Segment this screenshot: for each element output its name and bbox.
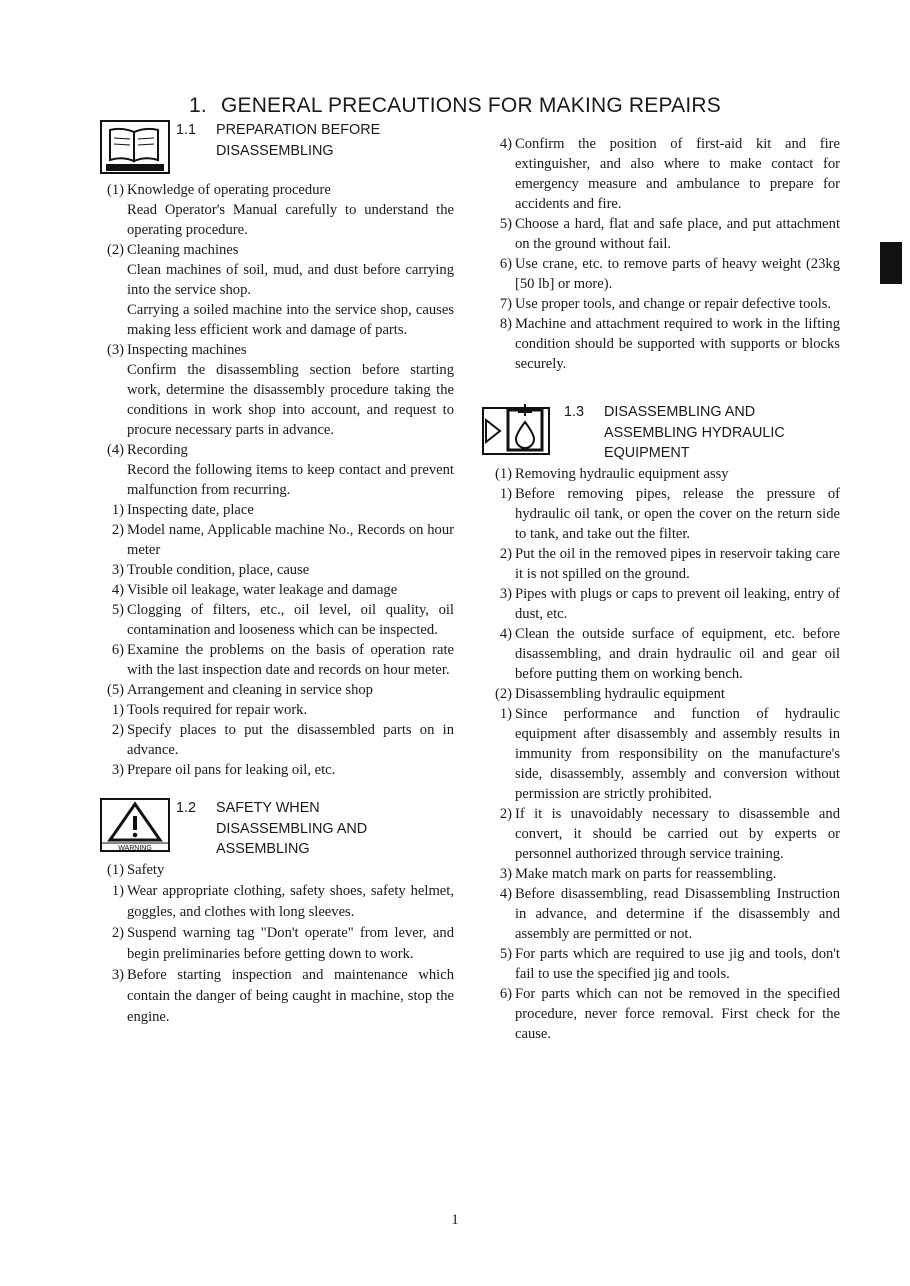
sub-item: 3) Prepare oil pans for leaking oil, etc.: [111, 762, 336, 778]
sub-item: 4) Before disassembling, read Disassembling Instruction in advance, and determine if the disassembly and assembly are permitted or not.: [499, 886, 840, 942]
item-heading: Recording: [127, 442, 188, 458]
item-label: (2): [106, 242, 124, 258]
item-heading: Removing hydraulic equipment assy: [515, 466, 729, 482]
list-item: [484, 464, 840, 484]
sub-item: 3) Make match mark on parts for reassembling.: [499, 866, 777, 882]
item-label: (4): [106, 442, 124, 458]
sub-item: 2) Model name, Applicable machine No., Records on hour meter: [111, 522, 454, 558]
sub-item: 3) Pipes with plugs or caps to prevent oil leaking, entry of dust, etc.: [499, 586, 840, 622]
item-heading: Disassembling hydraulic equipment: [515, 686, 725, 702]
section-title-line: DISASSEMBLING AND: [604, 404, 756, 420]
sub-item: 4) Visible oil leakage, water leakage and damage: [111, 582, 398, 598]
sub-item: 4) Confirm the position of first-aid kit and fire extinguisher, and also where to make contact for emergency measure and ambulance to prepare for accidents and fire.: [499, 136, 840, 212]
section-1-1-header: [96, 120, 454, 180]
list-item: [96, 180, 454, 240]
section-title-line: PREPARATION BEFORE: [216, 122, 381, 138]
page-title: [0, 94, 910, 118]
section-number: 1.3: [564, 404, 585, 420]
sub-item: 5) For parts which are required to use jig and tools, don't fail to use the specified jig and tools.: [499, 946, 840, 982]
item-label: (1): [106, 182, 124, 198]
item-body: Confirm the disassembling section before starting work, determine the disassembly procedure taking the conditions in work shop into account, and request to procure necessary parts in advance.: [127, 362, 454, 438]
section-title-line: DISASSEMBLING: [216, 142, 334, 159]
item-heading: Safety: [127, 862, 165, 878]
sub-item: 4) Clean the outside surface of equipment, etc. before disassembling, and drain hydraulic oil and gear oil before putting them on working bench.: [499, 626, 840, 682]
item-heading: Cleaning machines: [127, 242, 239, 258]
sub-item: 2) Put the oil in the removed pipes in reservoir taking care it is not spilled on the ground.: [499, 546, 840, 582]
sub-item: 5) Clogging of filters, etc., oil level, oil quality, oil contamination and looseness which can be inspected.: [111, 602, 454, 638]
sub-item: 2) Specify places to put the disassembled parts on in advance.: [111, 722, 454, 758]
sub-item: 8) Machine and attachment required to work in the lifting condition should be supported with supports or blocks securely.: [499, 316, 840, 372]
sub-item: 6) For parts which can not be removed in the specified procedure, never force removal. First check for the cause.: [499, 986, 840, 1042]
item-body: Record the following items to keep contact and prevent malfunction from recurring.: [127, 462, 454, 498]
list-item: [96, 240, 454, 340]
section-tab-marker: [880, 242, 902, 284]
item-body: Clean machines of soil, mud, and dust before carrying into the service shop.: [127, 262, 454, 298]
list-item: [96, 340, 454, 440]
title-number: 1.: [189, 94, 207, 117]
sub-item: 2) Suspend warning tag "Don't operate" from lever, and begin preliminaries before getting down to work.: [111, 925, 454, 962]
item-label: (5): [106, 682, 124, 698]
warning-icon-label: WARNING: [118, 845, 152, 852]
section-number: 1.1: [176, 122, 197, 138]
page-number: 1: [451, 1212, 459, 1228]
sub-item: 3) Trouble condition, place, cause: [111, 562, 310, 578]
manual-book-icon: [100, 120, 170, 174]
section-1-2-header: [96, 798, 454, 860]
list-item: [96, 440, 454, 500]
sub-item: 1) Wear appropriate clothing, safety shoes, safety helmet, goggles, and clothes with long sleeves.: [111, 883, 454, 920]
sub-item: 5) Choose a hard, flat and safe place, and put attachment on the ground without fail.: [499, 216, 840, 252]
title-text: GENERAL PRECAUTIONS FOR MAKING REPAIRS: [220, 94, 721, 117]
item-label: (1): [494, 466, 512, 482]
item-label: (3): [106, 342, 124, 358]
sub-item: 7) Use proper tools, and change or repair defective tools.: [499, 296, 832, 312]
hydraulic-tank-icon: [482, 402, 552, 456]
item-label: (2): [494, 686, 512, 702]
sub-item: 1) Tools required for repair work.: [111, 702, 308, 718]
sub-item: 2) If it is unavoidably necessary to disassemble and convert, it should be carried out by experts or personnel authorized through service training.: [499, 806, 840, 862]
section-title-line: ASSEMBLING: [216, 841, 310, 857]
section-title-line: ASSEMBLING HYDRAULIC: [604, 424, 785, 441]
sub-item: 1) Before removing pipes, release the pressure of hydraulic oil tank, or open the cover on the return side to tank, and take out the filter.: [499, 486, 840, 542]
section-number: 1.2: [176, 800, 197, 816]
warning-icon: [100, 798, 170, 852]
section-title-line: SAFETY WHEN: [216, 800, 320, 816]
item-label: (1): [106, 862, 124, 878]
sub-item: 3) Before starting inspection and maintenance which contain the danger of being caught in machine, stop the engine.: [111, 967, 454, 1025]
sub-item: 6) Examine the problems on the basis of operation rate with the last inspection date and records on hour meter.: [111, 642, 454, 678]
right-column: [484, 134, 840, 1044]
section-title-line: DISASSEMBLING AND: [216, 820, 368, 837]
left-column: [96, 120, 454, 1028]
list-item: [484, 684, 840, 704]
item-heading: Knowledge of operating procedure: [127, 182, 331, 198]
item-heading: Inspecting machines: [127, 342, 247, 358]
list-item: [96, 680, 454, 700]
item-body: Carrying a soiled machine into the service shop, causes making less efficient work and damage of parts.: [127, 302, 454, 338]
section-title-line: EQUIPMENT: [604, 445, 690, 461]
sub-item: 6) Use crane, etc. to remove parts of heavy weight (23kg [50 lb] or more).: [499, 256, 840, 292]
sub-item: 1) Inspecting date, place: [111, 502, 254, 518]
section-1-3-header: [484, 402, 840, 464]
item-heading: Arrangement and cleaning in service shop: [127, 682, 373, 698]
item-body: Read Operator's Manual carefully to understand the operating procedure.: [127, 202, 454, 238]
list-item: [96, 860, 454, 881]
sub-item: 1) Since performance and function of hydraulic equipment after disassembly and assembly results in immunity from responsibility on the manufacture's side, disassembly, assembly and conversion without permission are strictly prohibited.: [499, 706, 840, 802]
